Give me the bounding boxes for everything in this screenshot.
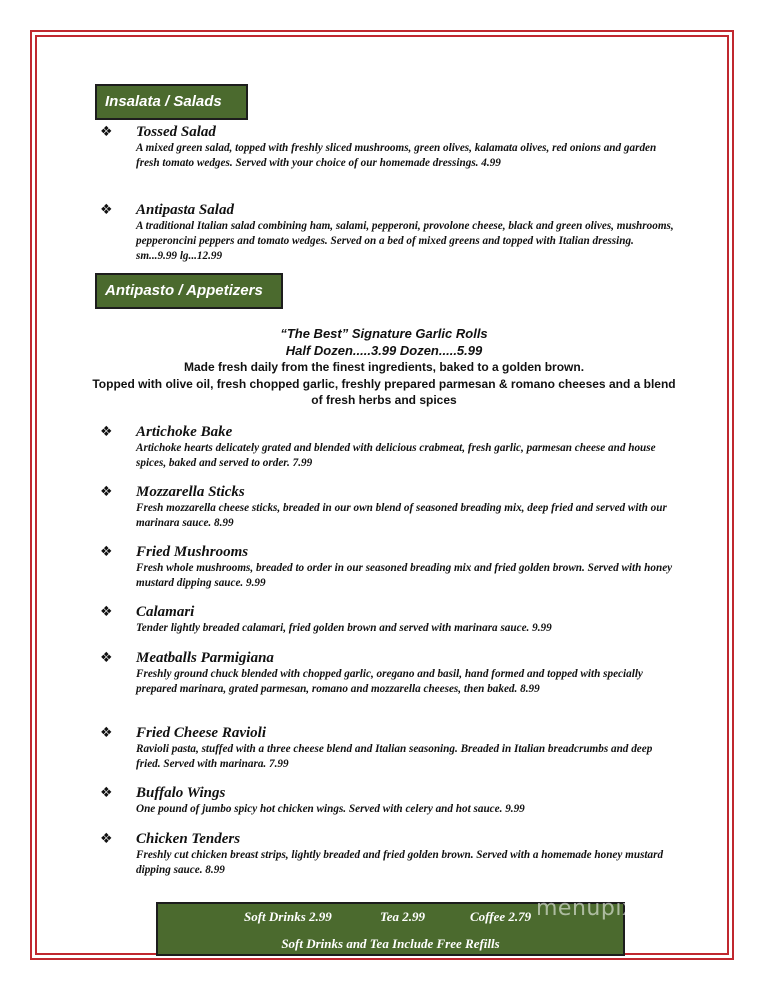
salads-section-header: Insalata / Salads bbox=[95, 84, 248, 120]
garlic-rolls-title: “The Best” Signature Garlic Rolls bbox=[280, 326, 488, 341]
diamond-bullet-icon: ❖ bbox=[100, 650, 113, 666]
menupix-watermark: menupix bbox=[536, 896, 636, 921]
menu-item-name: Antipasta Salad bbox=[136, 202, 234, 218]
menu-item-description: Tender lightly breaded calamari, fried golden brown and served with marinara sauce. 9.99 bbox=[136, 622, 552, 634]
menu-item-name: Meatballs Parmigiana bbox=[136, 650, 274, 666]
garlic-rolls-line3: of fresh herbs and spices bbox=[311, 393, 457, 407]
diamond-bullet-icon: ❖ bbox=[100, 484, 113, 500]
menu-item-name: Mozzarella Sticks bbox=[136, 484, 245, 500]
menu-item-name: Fried Mushrooms bbox=[136, 544, 249, 560]
drink-coffee: Coffee 2.79 bbox=[470, 909, 532, 924]
menu-item-description: A traditional Italian salad combining ham, salami, pepperoni, provolone cheese, black and green olives, mushrooms, pepperoncini peppers and tomato wedges. Served on a bed of mixed greens and topped with Italian dressing. sm...9.99 lg...12.99 bbox=[136, 220, 674, 262]
menu-item-name: Fried Cheese Ravioli bbox=[136, 725, 266, 741]
menu-item-description: Fresh mozzarella cheese sticks, breaded in our own blend of seasoned breading mix, deep fried and served with our marinara sauce. 8.99 bbox=[136, 502, 667, 529]
garlic-rolls-line1: Made fresh daily from the finest ingredients, baked to a golden brown. bbox=[183, 360, 585, 374]
diamond-bullet-icon: ❖ bbox=[100, 831, 113, 847]
drink-soft-drinks: Soft Drinks 2.99 bbox=[244, 909, 332, 924]
diamond-bullet-icon: ❖ bbox=[100, 725, 113, 741]
menu-item-description: Freshly cut chicken breast strips, lightly breaded and fried golden brown. Served with a homemade honey mustard dipping sauce. 8.99 bbox=[136, 849, 664, 876]
menu-item-description: A mixed green salad, topped with freshly sliced mushrooms, green olives, kalamata olives, red onions and garden fresh tomato wedges. Served with your choice of our homemade dressings. 4.99 bbox=[136, 142, 657, 169]
menu-item-description: Freshly ground chuck blended with chopped garlic, oregano and basil, hand formed and topped with specially prepared marinara, grated parmesan, romano and mozzarella cheeses, then baked. 8.99 bbox=[136, 668, 643, 695]
diamond-bullet-icon: ❖ bbox=[100, 604, 113, 620]
menu-item-description: Fresh whole mushrooms, breaded to order in our seasoned breading mix and fried golden brown. Served with honey mustard dipping sauce. 9.99 bbox=[136, 562, 673, 589]
menu-item-description: Ravioli pasta, stuffed with a three cheese blend and Italian seasoning. Breaded in Italian breadcrumbs and deep fried. Served with marinara. 7.99 bbox=[136, 743, 653, 770]
menu-item-name: Calamari bbox=[136, 604, 195, 620]
appetizers-section-header: Antipasto / Appetizers bbox=[95, 273, 283, 309]
garlic-rolls-line2: Topped with olive oil, fresh chopped garlic, freshly prepared parmesan & romano cheeses and a blend bbox=[92, 376, 676, 391]
menu-item-name: Chicken Tenders bbox=[136, 831, 241, 847]
diamond-bullet-icon: ❖ bbox=[100, 544, 113, 560]
diamond-bullet-icon: ❖ bbox=[100, 424, 113, 440]
menu-item-description: One pound of jumbo spicy hot chicken wings. Served with celery and hot sauce. 9.99 bbox=[136, 803, 525, 815]
diamond-bullet-icon: ❖ bbox=[100, 202, 113, 218]
menu-item-name: Artichoke Bake bbox=[136, 424, 233, 440]
menu-item-description: Artichoke hearts delicately grated and blended with delicious crabmeat, fresh garlic, parmesan cheese and house spices, baked and served to order. 7.99 bbox=[136, 442, 656, 469]
drink-tea: Tea 2.99 bbox=[380, 909, 426, 924]
garlic-rolls-prices: Half Dozen.....3.99 Dozen.....5.99 bbox=[285, 342, 483, 358]
drinks-refill-note: Soft Drinks and Tea Include Free Refills bbox=[281, 936, 500, 951]
diamond-bullet-icon: ❖ bbox=[100, 785, 113, 801]
garlic-rolls-feature bbox=[90, 326, 678, 409]
menu-item-name: Tossed Salad bbox=[136, 124, 216, 140]
menu-item-name: Buffalo Wings bbox=[136, 785, 226, 801]
diamond-bullet-icon: ❖ bbox=[100, 124, 113, 140]
